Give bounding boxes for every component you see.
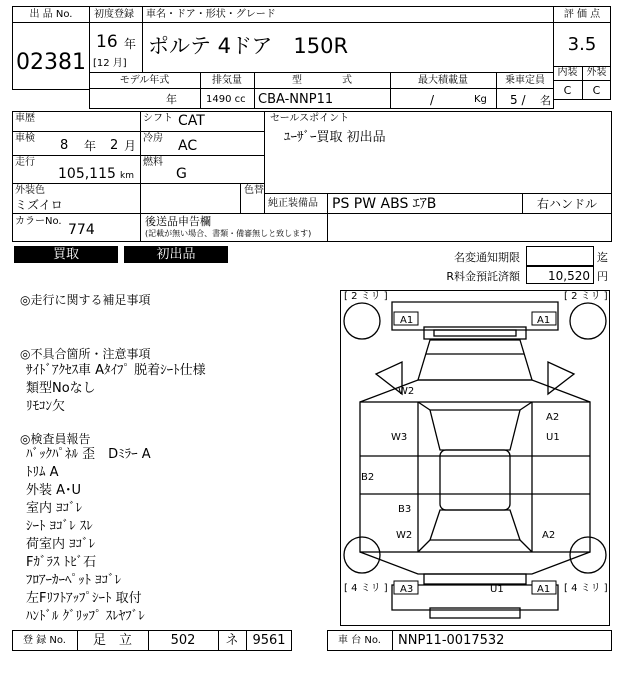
model-year-label: モデル年式	[119, 75, 170, 86]
first-reg-month: [12 月]	[93, 58, 127, 69]
hood-outline	[418, 340, 532, 380]
capacity-unit: 名	[540, 94, 551, 107]
shift-label: シフト	[143, 113, 173, 124]
grade-value: 3.5	[567, 34, 597, 55]
cabin-corners	[418, 402, 532, 552]
after-note: (記載が無い場合、書類・備審無しと致します)	[145, 229, 312, 238]
body-outline	[360, 402, 590, 552]
tire-front-right	[570, 303, 606, 339]
chassis-label: 車 台 No.	[338, 635, 381, 646]
reg-number: 9561	[252, 633, 286, 648]
type-value: CBA-NNP11	[258, 92, 334, 107]
mark-w2-top: W2	[398, 386, 415, 397]
rear-window	[430, 510, 520, 540]
front-shoulder	[360, 380, 590, 402]
exterior-label: 外装	[586, 67, 607, 78]
interior-grade: C	[563, 84, 572, 97]
defect-line: ｻｲﾄﾞｱｸｾｽ車 Aﾀｲﾌﾟ 脱着ｼｰﾄ仕様	[26, 363, 206, 378]
first-listing-tag: 初出品	[124, 246, 228, 263]
mark-b2: B2	[361, 472, 375, 483]
defects-header: ◎不具合箇所・注意事項	[20, 347, 151, 361]
mark-a3: A3	[400, 584, 414, 595]
inspector-line: ｼｰﾄ ﾖｺﾞﾚ ｽﾚ	[26, 519, 93, 534]
capacity-label: 乗車定員	[505, 75, 545, 86]
inspector-line: 外装 A･U	[26, 483, 82, 498]
mark-a2-top: A2	[546, 412, 560, 423]
fuel-value: G	[176, 166, 187, 182]
chassis-value: NNP11-0017532	[398, 633, 505, 648]
tire-top-right-label: [ 2 ミリ ]	[564, 291, 608, 302]
roof	[440, 450, 510, 510]
inspector-line: ﾄﾘﾑ A	[26, 465, 59, 480]
recycle-label: R料金預託済額	[446, 270, 520, 283]
car-name-label: 車名・ドア・形状・グレード	[146, 9, 276, 20]
displacement-value: 1490 cc	[206, 94, 246, 105]
sales-point-value: ﾕｰｻﾞｰ買取 初出品	[284, 130, 386, 145]
equipment-label: 純正装備品	[268, 198, 318, 209]
mark-a1-right: A1	[537, 315, 551, 326]
reg-kana: ネ	[225, 633, 239, 648]
recycle-unit: 円	[597, 270, 608, 283]
inspector-line: ﾌﾛｱｰｶｰﾍﾟｯﾄ ﾖｺﾞﾚ	[26, 573, 122, 588]
mark-u1-side: U1	[546, 432, 560, 443]
inspection-year-unit: 年	[84, 139, 97, 153]
tire-top-left-label: [ 2 ミリ ]	[344, 291, 388, 302]
recycle-value: 10,520	[548, 269, 590, 283]
tire-rear-left	[344, 537, 380, 573]
fuel-label: 燃料	[143, 157, 163, 168]
meter-box	[526, 246, 594, 266]
mark-w3: W3	[391, 432, 408, 443]
rear-garnish	[424, 574, 526, 584]
mark-a1-left: A1	[400, 315, 414, 326]
first-reg-year-unit: 年	[124, 37, 137, 51]
inspector-line: ﾊﾞｯｸﾊﾟﾈﾙ 歪 Dﾐﾗｰ A	[26, 447, 151, 462]
inspection-month-unit: 月	[124, 139, 137, 153]
inspector-header: ◎検査員報告	[20, 432, 91, 446]
defect-line: 類型Noなし	[26, 381, 96, 396]
lot-label: 出 品 No.	[29, 9, 73, 20]
exterior-grade: C	[592, 84, 601, 97]
tire-bottom-right-label: [ 4 ミリ ]	[564, 583, 608, 594]
mark-a2-bottom: A2	[542, 530, 556, 541]
inspection-year: 8	[60, 138, 69, 153]
grade-label: 評 価 点	[563, 9, 601, 20]
inspector-line: ﾊﾝﾄﾞﾙ ｸﾞﾘｯﾌﾟ ｽﾚﾔﾌﾞﾚ	[26, 609, 145, 624]
after-label: 後送品申告欄	[145, 215, 211, 228]
inspector-line: 左Fﾘﾌﾄｱｯﾌﾟｼｰﾄ 取付	[26, 591, 142, 606]
history-label: 車歴	[15, 113, 35, 124]
mileage-unit: km	[120, 171, 134, 181]
inspector-line: 荷室内 ﾖｺﾞﾚ	[26, 537, 96, 552]
driving-header: ◎走行に関する補足事項	[20, 293, 151, 307]
tire-bottom-left-label: [ 4 ミリ ]	[344, 583, 388, 594]
equipment-value: PS PW ABS ｴｱB	[332, 196, 437, 212]
displacement-label: 排気量	[212, 75, 242, 86]
lot-number: 02381	[16, 50, 86, 75]
car-damage-diagram	[340, 290, 610, 626]
front-grille-inner	[434, 330, 516, 336]
mark-u1-bottom: U1	[490, 584, 504, 595]
color-no-label: カラーNo.	[15, 216, 62, 227]
mark-a1-bottom: A1	[537, 584, 551, 595]
mileage-value: 105,115	[58, 166, 116, 182]
meter-unit: 迄	[597, 251, 608, 264]
first-reg-year: 16	[96, 32, 118, 52]
color-label: 外装色	[15, 185, 45, 196]
mark-b3: B3	[398, 504, 412, 515]
first-reg-label: 初度登録	[94, 9, 134, 20]
max-load-unit: Kg	[474, 94, 487, 105]
mark-w2-bottom: W2	[396, 530, 413, 541]
ac-value: AC	[178, 138, 198, 154]
tire-front-left	[344, 303, 380, 339]
inspector-line: Fｶﾞﾗｽ ﾄﾋﾞ石	[26, 555, 97, 570]
max-load-value: /	[430, 93, 435, 107]
color-value: ミズイロ	[15, 198, 63, 212]
repaint-label: 色替	[244, 185, 264, 196]
buy-tag: 買取	[14, 246, 118, 263]
sales-point-label: セールスポイント	[270, 113, 350, 124]
reg-area: 足 立	[92, 633, 132, 648]
inspector-line: 室内 ﾖｺﾞﾚ	[26, 501, 83, 516]
max-load-label: 最大積載量	[418, 75, 468, 86]
capacity-value: 5 /	[510, 93, 526, 107]
car-name: ポルテ 4ドア 150R	[148, 34, 349, 58]
blank-box	[327, 213, 612, 242]
interior-label: 内装	[557, 67, 578, 78]
rear-shoulder	[360, 552, 590, 574]
color-no-value: 774	[68, 222, 95, 238]
windshield	[430, 410, 520, 450]
reg-label: 登 録 No.	[23, 635, 66, 646]
defect-line: ﾘﾓｺﾝ欠	[26, 399, 66, 414]
ac-label: 冷房	[143, 133, 163, 144]
inspection-month: 2	[110, 138, 119, 153]
meter-label: 名変通知期限	[454, 251, 520, 264]
shift-value: CAT	[178, 113, 205, 129]
inspection-label: 車検	[15, 133, 35, 144]
front-grille	[424, 327, 526, 339]
model-year-unit: 年	[166, 93, 177, 106]
type-label: 型 式	[292, 75, 352, 86]
right-mirror	[548, 362, 574, 394]
diagram-frame	[341, 291, 610, 626]
mileage-label: 走行	[15, 157, 35, 168]
reg-class: 502	[170, 633, 196, 648]
steering-value: 右ハンドル	[536, 197, 597, 211]
tire-rear-right	[570, 537, 606, 573]
